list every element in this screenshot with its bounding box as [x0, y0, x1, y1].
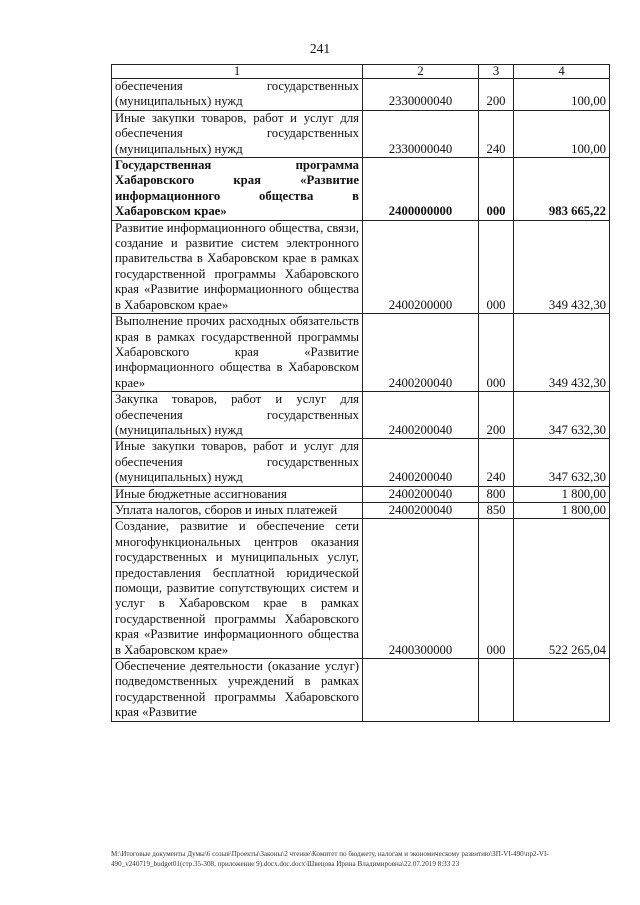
- row-type: [479, 659, 514, 722]
- table-row: [112, 79, 610, 111]
- table-row: [112, 502, 610, 518]
- row-name: Развитие информационного общества, связи, создание и развитие систем электронного правительства в Хабаровском крае в рамках государственной программы Хабаровского края «Развитие информационного общества в Хабаровском крае»: [112, 220, 363, 313]
- row-name: обеспечения государственных (муниципальных) нужд: [112, 79, 363, 111]
- row-type: 000: [479, 158, 514, 221]
- row-code: 2330000040: [363, 79, 479, 111]
- row-name: Выполнение прочих расходных обязательств края в рамках государственной программы Хабаровского края «Развитие информационного общества в Хабаровском крае»: [112, 314, 363, 392]
- row-name: Уплата налогов, сборов и иных платежей: [112, 502, 363, 518]
- footer-file-path: M:\Итоговые документы Думы\6 созыв\Проекты\Законы\2 чтение\Комитет по бюджету, налогам и экономическому развитию\ЗП-VI-490\пр2-VI-490_v240719_budget01(стр.35-308, приложение 9).docx.doc.docx\Швецова Ирина Владимировна\22.07.2019 8:33 23: [111, 850, 549, 868]
- table-row: [112, 392, 610, 439]
- row-name: Иные бюджетные ассигнования: [112, 486, 363, 502]
- row-code: 2400200040: [363, 314, 479, 392]
- row-type: 000: [479, 220, 514, 313]
- table-row: [112, 439, 610, 486]
- column-header-2: 2: [363, 65, 479, 79]
- row-type: 000: [479, 519, 514, 659]
- row-name: Иные закупки товаров, работ и услуг для обеспечения государственных (муниципальных) нужд: [112, 110, 363, 157]
- row-type: 200: [479, 392, 514, 439]
- row-type: 800: [479, 486, 514, 502]
- table-row: [112, 314, 610, 392]
- row-type: 240: [479, 110, 514, 157]
- row-amount: 100,00: [514, 110, 610, 157]
- table-row: [112, 486, 610, 502]
- row-amount: 100,00: [514, 79, 610, 111]
- table-row: [112, 659, 610, 722]
- page-number: 241: [309, 41, 331, 56]
- row-code: 2400300000: [363, 519, 479, 659]
- row-code: 2400200040: [363, 439, 479, 486]
- row-code: 2400200040: [363, 502, 479, 518]
- row-amount: 349 432,30: [514, 220, 610, 313]
- row-amount: 347 632,30: [514, 392, 610, 439]
- budget-table: [111, 64, 610, 722]
- row-code: 2330000040: [363, 110, 479, 157]
- row-code: 2400200000: [363, 220, 479, 313]
- row-amount: 1 800,00: [514, 502, 610, 518]
- row-amount: 347 632,30: [514, 439, 610, 486]
- row-name: Закупка товаров, работ и услуг для обеспечения государственных (муниципальных) нужд: [112, 392, 363, 439]
- row-code: 2400000000: [363, 158, 479, 221]
- column-header-4: 4: [514, 65, 610, 79]
- row-type: 240: [479, 439, 514, 486]
- row-amount: 983 665,22: [514, 158, 610, 221]
- row-amount: 522 265,04: [514, 519, 610, 659]
- column-header-3: 3: [479, 65, 514, 79]
- table-header-row: [112, 65, 610, 79]
- row-amount: 349 432,30: [514, 314, 610, 392]
- table-row: [112, 519, 610, 659]
- row-name: Иные закупки товаров, работ и услуг для обеспечения государственных (муниципальных) нужд: [112, 439, 363, 486]
- row-code: [363, 659, 479, 722]
- row-type: 200: [479, 79, 514, 111]
- row-code: 2400200040: [363, 486, 479, 502]
- row-name: Государственная программа Хабаровского края «Развитие информационного общества в Хабаровском крае»: [112, 158, 363, 221]
- table-row: [112, 110, 610, 157]
- table-row: [112, 158, 610, 221]
- row-code: 2400200040: [363, 392, 479, 439]
- row-name: Обеспечение деятельности (оказание услуг) подведомственных учреждений в рамках государственной программы Хабаровского края «Развитие: [112, 659, 363, 722]
- row-name: Создание, развитие и обеспечение сети многофункциональных центров оказания государственных и муниципальных услуг, предоставления бесплатной юридической помощи, развитие сопутствующих систем и услуг в Хабаровском крае в рамках государственной программы Хабаровского края «Развитие информационного общества в Хабаровском крае»: [112, 519, 363, 659]
- row-type: 850: [479, 502, 514, 518]
- table-row: [112, 220, 610, 313]
- row-type: 000: [479, 314, 514, 392]
- row-amount: [514, 659, 610, 722]
- row-amount: 1 800,00: [514, 486, 610, 502]
- column-header-1: 1: [112, 65, 363, 79]
